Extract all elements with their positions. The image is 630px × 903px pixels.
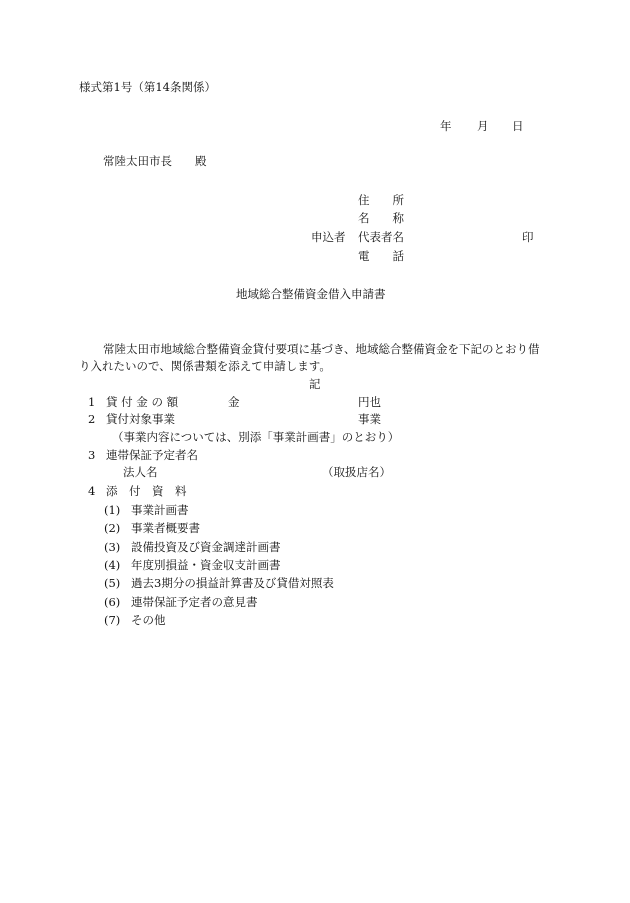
- seal-mark: 印: [522, 230, 534, 244]
- body-text-line-2: り入れたいので、関係書類を添えて申請します。: [79, 359, 331, 373]
- attachment-text: 設備投資及び資金調達計画書: [131, 540, 281, 554]
- attachment-text: 連帯保証予定者の意見書: [131, 595, 258, 609]
- addressee-honorific: 殿: [195, 154, 207, 168]
- item-3-number: 3: [88, 448, 96, 462]
- addressee-name: 常陸太田市長: [103, 154, 172, 168]
- attachment-text: その他: [131, 613, 166, 627]
- document-title: 地域総合整備資金借入申請書: [236, 287, 386, 301]
- attachment-number: (6): [104, 595, 121, 609]
- attachment-text: 過去3期分の損益計算書及び貸借対照表: [131, 576, 334, 590]
- attachment-number: (1): [104, 503, 121, 517]
- form-number: 様式第1号（第14条関係）: [79, 80, 216, 94]
- attachment-number: (3): [104, 540, 121, 554]
- item-3-corp-label: 法人名: [123, 465, 158, 479]
- item-2-unit: 事業: [358, 412, 381, 426]
- attachment-number: (5): [104, 576, 121, 590]
- applicant-phone-label: 電 話: [358, 249, 404, 263]
- item-1-kin: 金: [228, 395, 240, 409]
- body-text-line-1: 常陸太田市地域総合整備資金貸付要項に基づき、地域総合整備資金を下記のとおり借: [103, 342, 540, 356]
- item-1-unit: 円也: [358, 395, 381, 409]
- item-3-branch-label: （取扱店名）: [322, 465, 391, 479]
- applicant-address-label: 住 所: [358, 193, 404, 207]
- attachment-number: (4): [104, 558, 121, 572]
- attachment-text: 事業者概要書: [131, 521, 200, 535]
- attachment-number: (7): [104, 613, 121, 627]
- item-3-label: 連帯保証予定者名: [106, 448, 198, 462]
- date-day-label: 日: [512, 119, 524, 133]
- item-1-label: 貸 付 金 の 額: [106, 395, 179, 409]
- item-2-number: 2: [88, 412, 96, 426]
- item-4-number: 4: [88, 484, 96, 498]
- attachment-text: 年度別損益・資金収支計画書: [131, 558, 281, 572]
- item-2-note: （事業内容については、別添「事業計画書」のとおり）: [112, 430, 400, 444]
- ki-heading: 記: [309, 377, 321, 391]
- applicant-prefix: 申込者: [311, 230, 346, 244]
- attachment-text: 事業計画書: [131, 503, 189, 517]
- applicant-name-label: 名 称: [358, 211, 404, 225]
- date-month-label: 月: [477, 119, 489, 133]
- item-2-label: 貸付対象事業: [106, 412, 175, 426]
- attachment-number: (2): [104, 521, 121, 535]
- applicant-representative-label: 代表者名: [358, 230, 404, 244]
- date-year-label: 年: [440, 119, 452, 133]
- item-4-label: 添 付 資 料: [106, 484, 187, 498]
- item-1-number: 1: [88, 395, 96, 409]
